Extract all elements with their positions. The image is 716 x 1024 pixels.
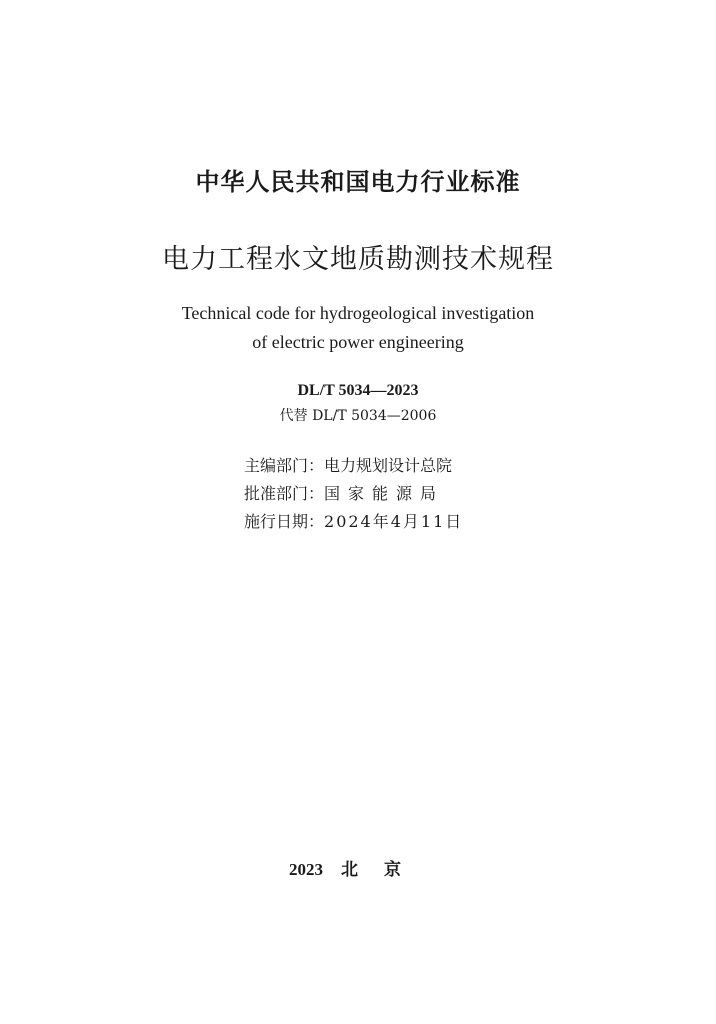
replaces-standard: 代替 DL/T 5034—2006 <box>279 408 437 424</box>
approver-value: 国家能源局 <box>324 484 445 503</box>
industry-standard-heading: 中华人民共和国电力行业标准 <box>195 168 521 196</box>
editor-row <box>244 452 463 480</box>
editor-value: 电力规划设计总院 <box>324 456 453 475</box>
publication-info <box>244 452 463 536</box>
publication-city: 北京 <box>341 860 427 880</box>
document-title-en-line2: of electric power engineering <box>252 332 464 352</box>
editor-label: 主编部门： <box>244 456 325 475</box>
effective-date-row <box>244 508 463 536</box>
approver-label: 批准部门： <box>244 484 325 503</box>
document-title-cn: 电力工程水文地质勘测技术规程 <box>162 244 554 275</box>
approver-row <box>244 480 463 508</box>
effective-date-value: 2024年4月11日 <box>324 512 464 531</box>
effective-date-label: 施行日期： <box>244 512 325 531</box>
publication-year: 2023 <box>289 860 323 879</box>
publication-footer <box>0 858 716 882</box>
document-title-en-line1: Technical code for hydrogeological investigation <box>181 303 535 323</box>
standard-number: DL/T 5034—2023 <box>297 382 419 399</box>
